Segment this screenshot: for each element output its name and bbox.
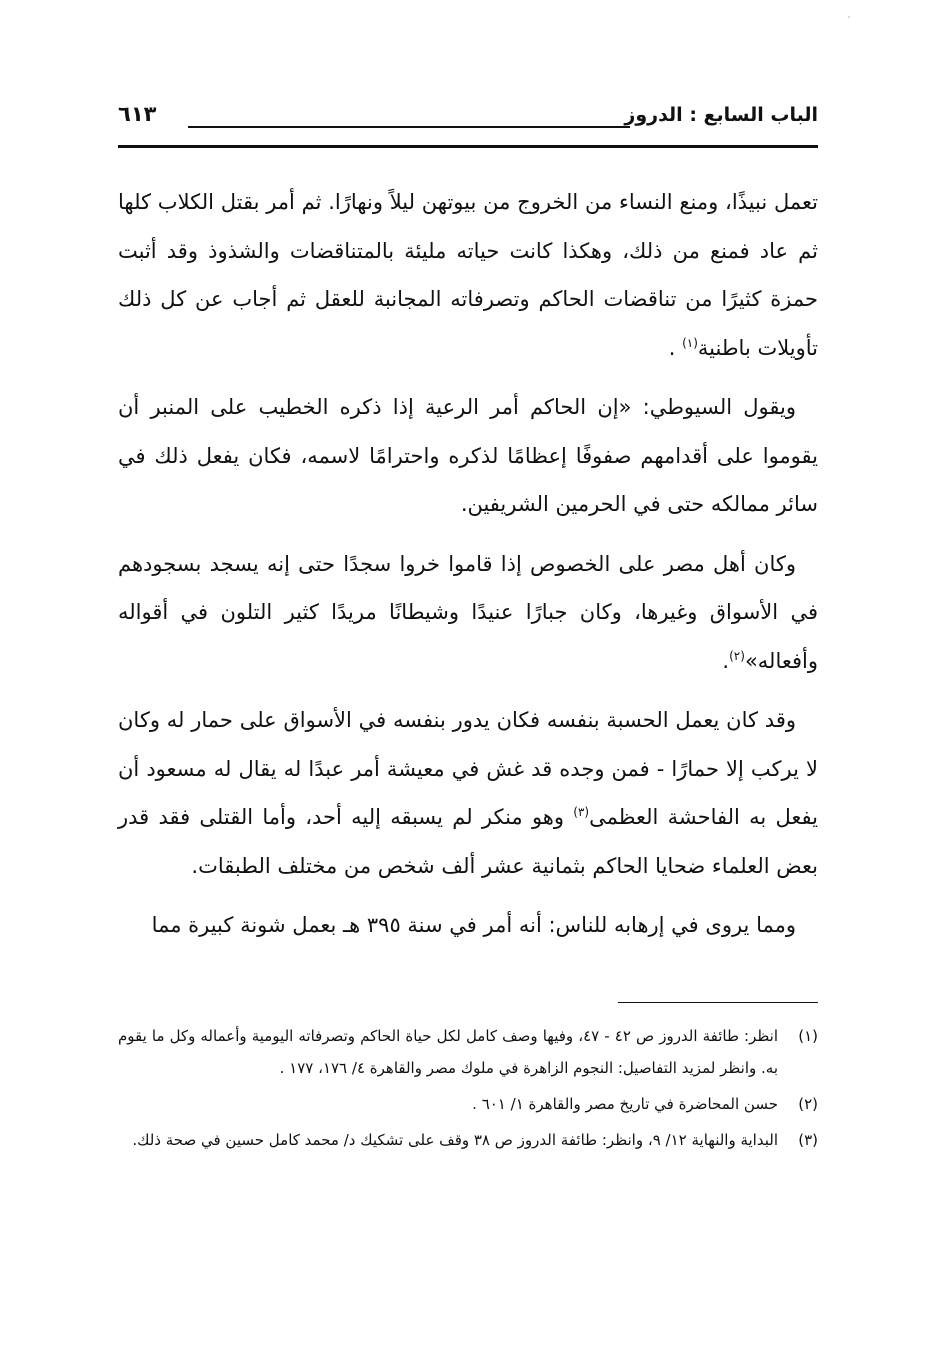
paragraph-5: ومما يروى في إرهابه للناس: أنه أمر في سنة ٣٩٥ هـ بعمل شونة كبيرة مما [151, 913, 796, 937]
paragraph-1 [118, 178, 818, 372]
footnotes [118, 1020, 818, 1160]
scan-mark: ˊ [846, 16, 851, 27]
footnote-3 [118, 1124, 818, 1156]
footnote-2 [118, 1088, 818, 1120]
paragraph-4-text-a: وقد كان يعمل الحسبة بنفسه فكان يدور بنفسه في الأسواق على حمار له وكان لا يركب إلا حمارًا - فمن وجده قد غش في معيشة أمر عبدًا له يقال له مسعود أن يفعل به الفاحشة العظمى [118, 708, 818, 829]
paragraph-4-text-b: وهو منكر لم يسبقه إليه أحد، وأما القتلى فقد قدر بعض العلماء ضحايا الحاكم بثمانية عشر ألف شخص من مختلف الطبقات. [118, 805, 818, 878]
footnote-text: البداية والنهاية ١٢/ ٩، وانظر: طائفة الدروز ص ٣٨ وقف على تشكيك د/ محمد كامل حسين في صحة ذلك. [132, 1131, 778, 1149]
paragraph-3 [118, 540, 818, 686]
footnote-ref-3: (٣) [573, 805, 590, 819]
footnote-number: (١) [798, 1027, 818, 1045]
footnote-ref-1: (١) [682, 335, 698, 350]
footnote-number: (٣) [798, 1131, 818, 1149]
paragraph-1-text: تعمل نبيذًا، ومنع النساء من الخروج من بيوتهن ليلاً ونهارًا. ثم أمر بقتل الكلاب كلها ثم عاد فمنع من ذلك، وهكذا كانت حياته مليئة بالمتناقضات والشذوذ وقد أثبت حمزة كثيرًا من تناقضات الحاكم وتصرفاته المجانبة للعقل ثم أجاب عن كل ذلك تأويلات باطنية [118, 190, 818, 360]
footnote-separator [618, 1002, 818, 1003]
footnote-ref-2: (٢) [729, 648, 745, 663]
footnote-text: حسن المحاضرة في تاريخ مصر والقاهرة ١/ ٦٠١ . [472, 1095, 778, 1113]
running-header [118, 100, 818, 144]
header-leader-line [188, 126, 630, 128]
footnote-text: انظر: طائفة الدروز ص ٤٢ - ٤٧، وفيها وصف كامل لكل حياة الحاكم وتصرفاته اليومية وأعماله وكل ما يقوم به. وانظر لمزيد التفاصيل: النجوم الزاهرة في ملوك مصر والقاهرة ٤/ ١٧٦، ١٧٧ . [118, 1027, 779, 1077]
paragraph-2: ويقول السيوطي: «إن الحاكم أمر الرعية إذا ذكره الخطيب على المنبر أن يقوموا على أقدامهم صفوفًا إعظامًا لذكره واحترامًا لاسمه، فكان يفعل ذلك في سائر ممالكه حتى في الحرمين الشريفين. [118, 395, 818, 516]
paragraph-4 [118, 696, 818, 890]
header-rule [118, 145, 818, 148]
paragraph-3-end: . [722, 648, 730, 673]
page-number: ٦١٣ [118, 102, 157, 126]
main-text [118, 178, 818, 961]
paragraph-1-end: . [668, 335, 683, 360]
paragraph-3-text: وكان أهل مصر على الخصوص إذا قاموا خروا سجدًا حتى إنه يسجد بسجودهم في الأسواق وغيرها، وكان جبارًا عنيدًا وشيطانًا مريدًا كثير التلون في أقواله وأفعاله» [118, 551, 818, 673]
chapter-title: الباب السابع : الدروز [624, 104, 818, 126]
footnote-1 [118, 1020, 818, 1084]
footnote-number: (٢) [798, 1095, 818, 1113]
